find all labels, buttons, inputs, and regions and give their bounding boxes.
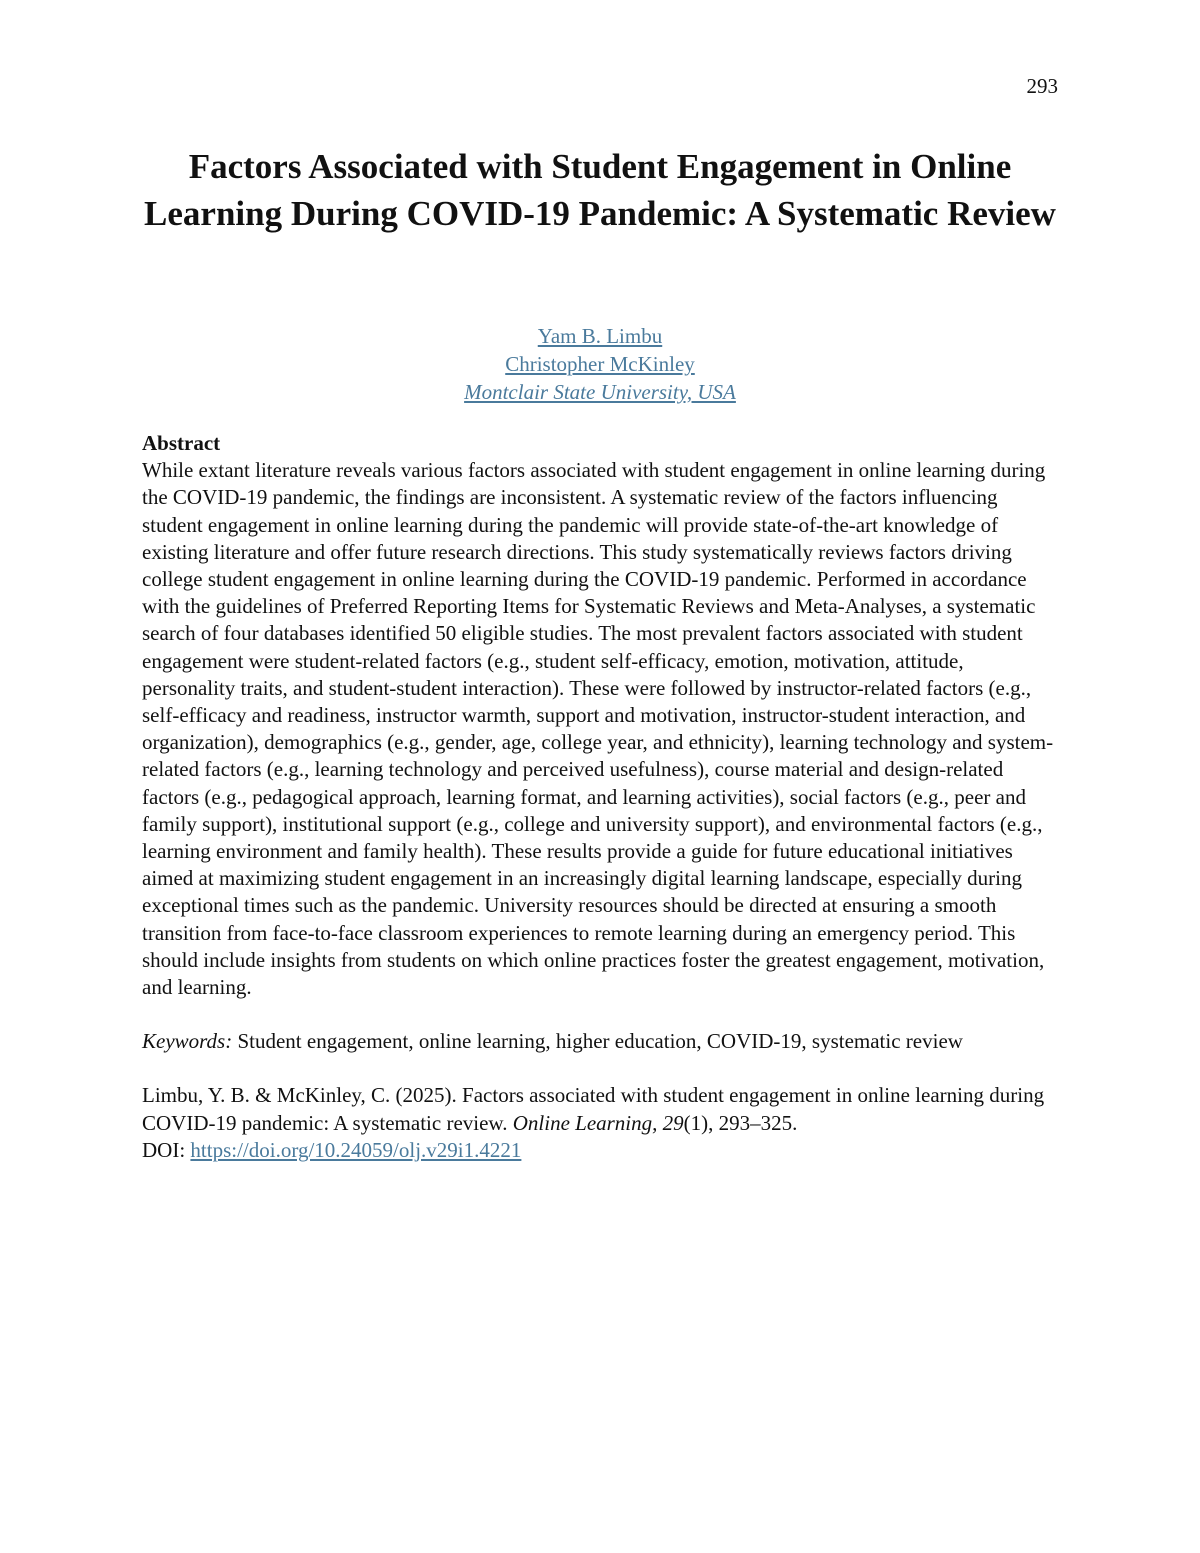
keywords-label: Keywords: xyxy=(142,1029,233,1054)
citation-issue-pages: (1), 293–325. xyxy=(683,1110,798,1135)
keywords-text: Student engagement, online learning, higher education, COVID-19, systematic review xyxy=(232,1029,963,1054)
page-number: 293 xyxy=(1026,74,1058,98)
citation-text: Limbu, Y. B. & McKinley, C. (2025). Factors associated with student engagement in online learning during COVID-19 pandemic: A systematic review. xyxy=(142,1083,1045,1135)
citation-journal: Online Learning, 29 xyxy=(512,1110,684,1135)
abstract-section xyxy=(142,430,1062,1164)
author-link-mckinley[interactable]: Christopher McKinley xyxy=(505,352,695,376)
doi-label: DOI: xyxy=(142,1137,191,1162)
paper-title: Factors Associated with Student Engagement in Online Learning During COVID-19 Pandemic: A Systematic Review xyxy=(144,147,1056,233)
author-block xyxy=(142,322,1058,406)
author-link-limbu[interactable]: Yam B. Limbu xyxy=(537,324,663,348)
doi-link[interactable]: https://doi.org/10.24059/olj.v29i1.4221 xyxy=(190,1137,522,1162)
keywords-line xyxy=(142,1028,1062,1055)
abstract-text: While extant literature reveals various factors associated with student engagement in online learning during the COVID-19 pandemic, the findings are inconsistent. A systematic review of the factors influencing student engagement in online learning during the pandemic will provide state-of-the-art knowledge of existing literature and offer future research directions. This study systematically reviews factors driving college student engagement in online learning during the COVID-19 pandemic. Performed in accordance with the guidelines of Preferred Reporting Items for Systematic Reviews and Meta-Analyses, a systematic search of four databases identified 50 eligible studies. The most prevalent factors associated with student engagement were student-related factors (e.g., student self-efficacy, emotion, motivation, attitude, personality traits, and student-student interaction). These were followed by instructor-related factors (e.g., self-efficacy and readiness, instructor warmth, support and motivation, instructor-student interaction, and organization), demographics (e.g., gender, age, college year, and ethnicity), learning technology and system-related factors (e.g., learning technology and perceived usefulness), course material and design-related factors (e.g., pedagogical approach, learning format, and learning activities), social factors (e.g., peer and family support), institutional support (e.g., college and university support), and environmental factors (e.g., learning environment and family health). These results provide a guide for future educational initiatives aimed at maximizing student engagement in an increasingly digital learning landscape, especially during exceptional times such as the pandemic. University resources should be directed at ensuring a smooth transition from face-to-face classroom experiences to remote learning during an emergency period. This should include insights from students on which online practices foster the greatest engagement, motivation, and learning. xyxy=(142,458,1054,1000)
affiliation-link[interactable]: Montclair State University, USA xyxy=(464,380,736,404)
abstract-heading: Abstract xyxy=(142,431,221,455)
citation-block xyxy=(142,1082,1062,1164)
